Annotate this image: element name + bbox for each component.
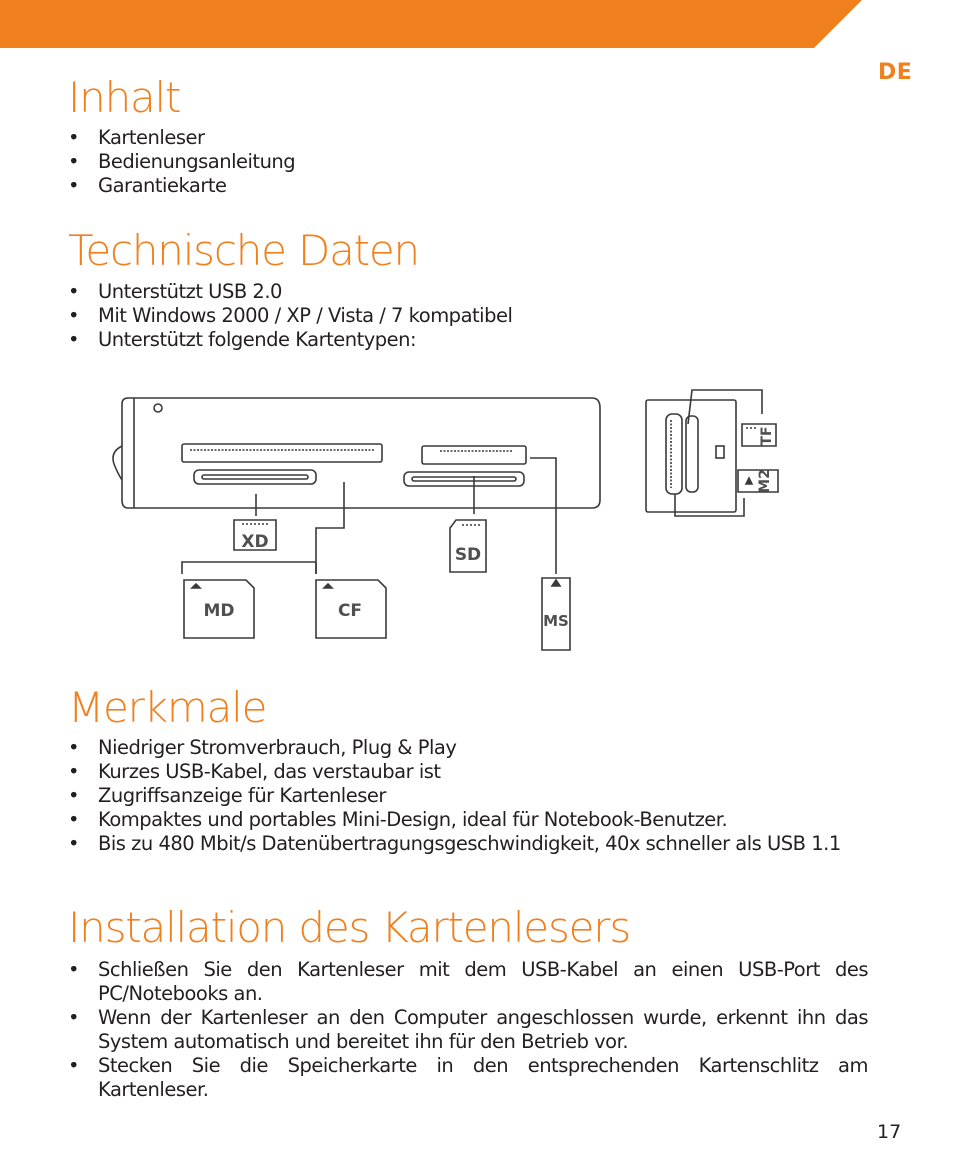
side-slot-m2 [686, 416, 698, 492]
page-number: 17 [877, 1121, 902, 1143]
card-reader-diagram [110, 384, 810, 659]
cf-card-label: CF [337, 601, 363, 621]
list-item: • Wenn der Kartenleser an den Computer angeschlossen wurde, erkennt ihn das System automatisch und bereitet ihn für den Betrieb vor. [68, 1006, 868, 1053]
section-title-merkmale: Merkmale [68, 683, 267, 732]
cf-slot [194, 470, 316, 484]
list-installation [68, 958, 868, 1102]
connector-tf [688, 390, 762, 424]
list-item: • Mit Windows 2000 / XP / Vista / 7 kompatibel [68, 304, 513, 327]
list-item: • Bis zu 480 Mbit/s Datenübertragungsgeschwindigkeit, 40x schneller als USB 1.1 [68, 832, 841, 855]
list-item: • Niedriger Stromverbrauch, Plug & Play [68, 736, 457, 759]
header-banner [0, 0, 954, 48]
section-title-installation: Installation des Kartenlesers [68, 903, 631, 952]
list-item: • Schließen Sie den Kartenleser mit dem USB-Kabel an einen USB-Port des PC/Notebooks an. [68, 958, 868, 1005]
sd-card-label: SD [454, 545, 482, 565]
xd-card-label: XD [241, 532, 269, 552]
list-item: • Kurzes USB-Kabel, das verstaubar ist [68, 760, 441, 783]
card-reader-body [122, 398, 600, 508]
side-slot-tf [666, 414, 682, 494]
language-tag: DE [878, 60, 913, 85]
ms-card-label: MS [543, 612, 569, 630]
tf-card-label: TF [759, 426, 775, 446]
section-title-inhalt: Inhalt [68, 73, 181, 122]
list-item: • Unterstützt USB 2.0 [68, 280, 282, 303]
list-technische-daten [68, 280, 868, 352]
list-item: • Garantiekarte [68, 174, 227, 197]
list-inhalt [68, 126, 868, 198]
md-card-label: MD [203, 601, 235, 621]
list-item: • Zugriffsanzeige für Kartenleser [68, 784, 386, 807]
list-item: • Kartenleser [68, 126, 205, 149]
m2-card-label: M2 [757, 469, 773, 493]
ms-slot [404, 472, 524, 486]
sd-slot [422, 446, 526, 464]
list-item: • Stecken Sie die Speicherkarte in den entsprechenden Kartenschlitz am Kartenleser. [68, 1054, 868, 1101]
xd-slot [182, 444, 382, 462]
list-item: • Kompaktes und portables Mini-Design, ideal für Notebook-Benutzer. [68, 808, 728, 831]
section-title-technische-daten: Technische Daten [68, 226, 419, 275]
connector-md-cf [316, 482, 344, 574]
connector-ms [530, 458, 556, 574]
list-item: • Unterstützt folgende Kartentypen: [68, 328, 417, 351]
list-item: • Bedienungsanleitung [68, 150, 296, 173]
list-merkmale [68, 736, 868, 856]
